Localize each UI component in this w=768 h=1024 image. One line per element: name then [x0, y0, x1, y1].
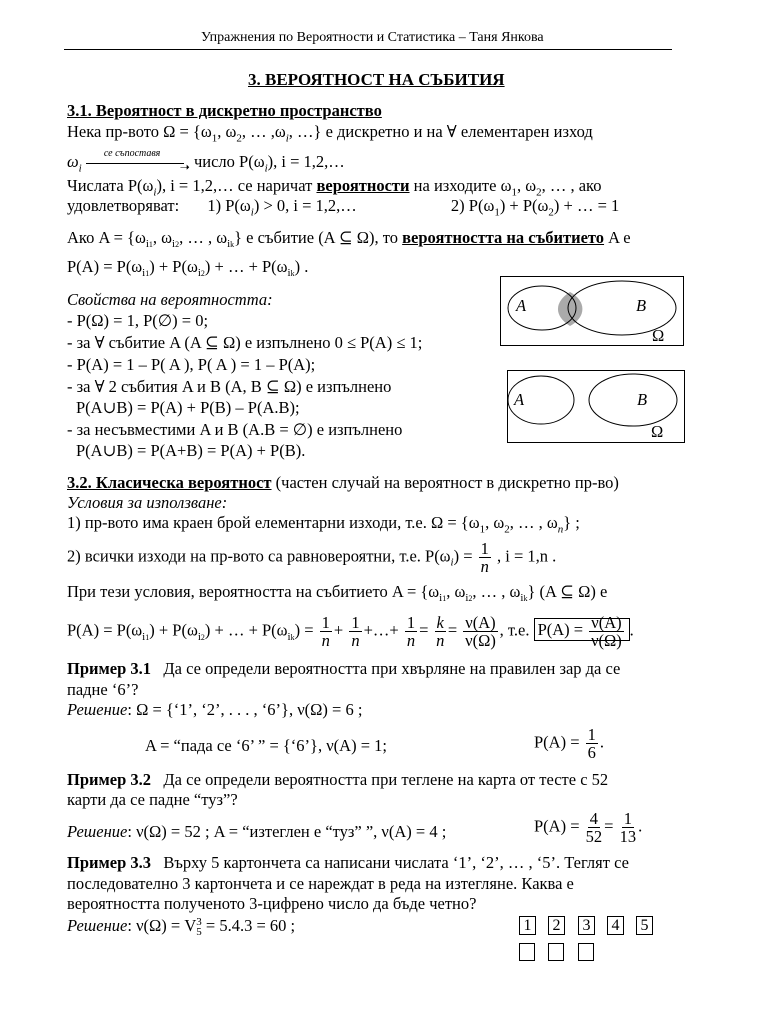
empty-slot — [578, 943, 594, 961]
example-3-1-answer: P(A) = $\frac{1}{6}$ . — [534, 725, 605, 762]
example-3-1-text: падне ‘6’? — [67, 680, 139, 699]
property-item: - P(A) = 1 – P( A ), P( A ) = 1 – P(A); — [67, 355, 316, 374]
chapter-title: 3. ВЕРОЯТНОСТ НА СЪБИТИЯ — [248, 70, 505, 89]
set-a-label: A — [514, 390, 525, 409]
boxed-formula: P(A) = $\frac{\nu(A)}{\nu(\Omega)}$ — [534, 618, 630, 641]
paragraph-line: Нека пр-вото $\Omega = \{\omega_1$, $\omega_2$, … $,\omega_i$, …} е дискретно и на ∀ елементарен изход — [67, 122, 593, 145]
set-b-label: B — [637, 390, 648, 409]
condition-item: 2) всички изходи на пр-вото са равновероятни, т.е. $P(\omega_i)$ = $\frac{1}{n}$ , i = 1,n . — [67, 539, 557, 576]
card-2: 2 — [548, 916, 565, 935]
formula-line: $P(A) = P(\omega_{i1}) + P(\omega_{i2})$ + … + $P(\omega_{ik})$ . — [67, 257, 309, 280]
card-4: 4 — [607, 916, 624, 935]
example-3-1-solution: Решение: Ω = {‘1’, ‘2’, . . . , ‘6’}, ν(Ω) = 6 ; — [67, 700, 363, 719]
classic-probability-formula: $P(A) = P(\omega_{i1}) + P(\omega_{i2})$ + … + $P(\omega_{ik})$ = $\frac{1}{n}$ + $\frac{1}{n}$ +…+ $\frac{1}{n}$ = $\frac{k}{n}$ = $\frac{\nu(A)}{\nu(\Omega)}$ , т.е. P(A) = $\frac{\nu(A)}{\nu(\Omega)}$ . — [67, 613, 634, 650]
set-b-label: B — [636, 296, 647, 315]
example-3-1-line: A = “пада се ‘6’ ” = {‘6’}, ν(A) = 1; — [145, 736, 387, 755]
properties-title: Свойства на вероятността: — [67, 290, 273, 309]
property-item: - P(Ω) = 1, P(∅) = 0; — [67, 311, 209, 330]
condition-item: 1) пр-вото има краен брой елементарни изходи, т.е. $\Omega = \{\omega_1$, $\omega_2$, … , $\omega_n$} ; — [67, 513, 580, 536]
empty-slot — [548, 943, 564, 961]
paragraph-line: $\omega_i$ се съпоставя ➝ число $P(\omega_i)$, i = 1,2,… — [67, 148, 345, 175]
property-item: P(A∪B) = P(A) + P(B) – P(A.B); — [76, 398, 300, 417]
term-event-probability: вероятността на събитието — [402, 228, 605, 247]
property-item: P(A∪B) = P(A+B) = P(A) + P(B). — [76, 441, 306, 460]
paragraph-line: Числата $P(\omega_i)$, i = 1,2,… се наричат вероятности на изходите $\omega_1$, $\omega_2$, … , ако — [67, 176, 602, 199]
term-probabilities: вероятности — [316, 176, 410, 195]
example-3-2-answer: P(A) = $\frac{4}{52}$ = $\frac{1}{13}$ . — [534, 809, 643, 846]
example-3-3-solution: Решение: ν(Ω) = V 3 5 = 5.4.3 = 60 ; — [67, 916, 296, 939]
example-3-1-text: Пример 3.1 Да се определи вероятността при хвърляне на правилен зар да се — [67, 659, 621, 678]
maps-to-arrow: се съпоставя ➝ — [86, 158, 190, 168]
conditions-title: Условия за използване: — [67, 493, 228, 512]
set-a-label: A — [516, 296, 527, 315]
omega-label: Ω — [652, 326, 665, 345]
header-rule — [64, 49, 672, 50]
property-item: - за ∀ събитие A (A ⊆ Ω) е изпълнено 0 ≤ P(A) ≤ 1; — [67, 333, 423, 352]
venn-diagram-intersecting — [500, 276, 684, 346]
paragraph-line: Ако $A = \{\omega_{i1}$, $\omega_{i2}$, … , $\omega_{ik}$} е събитие (A ⊆ Ω), то вероятността на събитието A е — [67, 228, 631, 251]
property-item: - за несъвместими A и B (A.B = ∅) е изпълнено — [67, 420, 403, 439]
empty-slot — [519, 943, 535, 961]
example-3-2-solution: Решение: ν(Ω) = 52 ; A = “изтеглен е “туз” ”, ν(A) = 4 ; — [67, 822, 447, 841]
example-3-3-text: последователно 3 картончета и се нареждат в реда на изтегляне. Каква е — [67, 874, 574, 893]
property-item: - за ∀ 2 събития A и B (A, B ⊆ Ω) е изпълнено — [67, 377, 392, 396]
section-3-2-heading: 3.2. Класическа вероятност (частен случай на вероятност в дискретно пр-во) — [67, 473, 619, 492]
card-5: 5 — [636, 916, 653, 935]
example-3-3-text: Пример 3.3 Върху 5 картончета са написани числата ‘1’, ‘2’, … , ‘5’. Теглят се — [67, 853, 629, 872]
example-3-3-text: вероятността полученото 3-цифрено число да бъде четно? — [67, 894, 477, 913]
omega-label: Ω — [651, 422, 664, 441]
section-3-1-heading: 3.1. Вероятност в дискретно пространство — [67, 101, 382, 120]
example-3-2-text: карти да се падне “туз”? — [67, 790, 238, 809]
example-3-2-text: Пример 3.2 Да се определи вероятността при теглене на карта от тесте с 52 — [67, 770, 609, 789]
card-1: 1 — [519, 916, 536, 935]
paragraph-line: удовлетворяват: 1) $P(\omega_i) > 0$, i = 1,2,… 2) $P(\omega_1) + P(\omega_2)$ + … = 1 — [67, 196, 620, 219]
paragraph-line: При тези условия, вероятността на събитието $A = \{\omega_{i1}$, $\omega_{i2}$, … , $\omega_{ik}$} (A ⊆ Ω) е — [67, 582, 608, 605]
venn-diagram-disjoint — [507, 370, 685, 443]
card-3: 3 — [578, 916, 595, 935]
page-header: Упражнения по Вероятности и Статистика – Таня Янкова — [201, 30, 544, 45]
